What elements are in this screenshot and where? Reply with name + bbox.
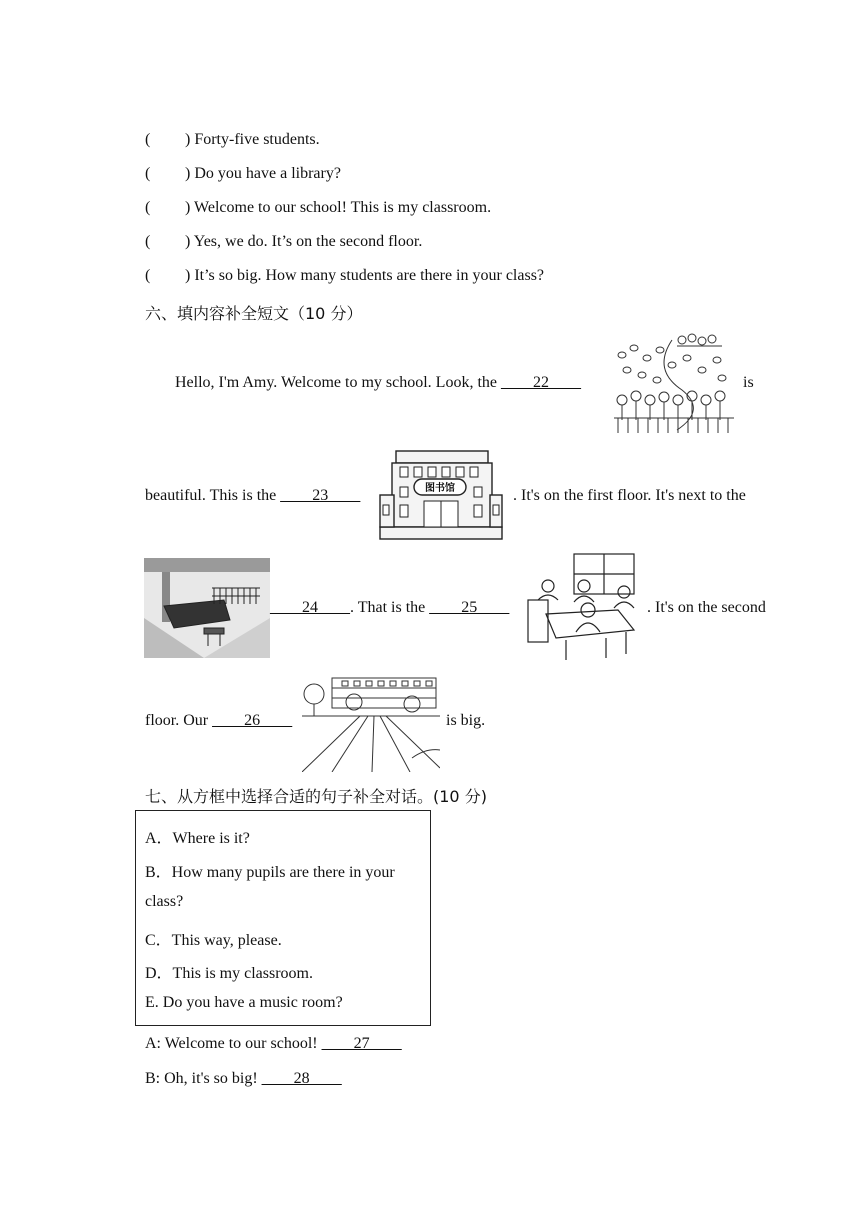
answer-bracket[interactable]: ( — [145, 131, 151, 148]
library-building-picture — [378, 449, 504, 541]
option-d: D．This is my classroom. — [145, 965, 313, 982]
matching-line: ( ) Do you have a library? — [145, 165, 341, 182]
blank-24[interactable]: ____24____ — [270, 599, 350, 616]
garden-picture — [612, 330, 736, 434]
answer-bracket[interactable]: ( — [145, 233, 151, 250]
passage-text: . It's on the second — [647, 599, 766, 616]
answer-bracket[interactable]: ( — [145, 165, 151, 182]
blank-22[interactable]: ____22____ — [501, 374, 581, 391]
passage-line-2: beautiful. This is the ____23____ — [145, 487, 361, 504]
blank-26[interactable]: ____26____ — [212, 712, 293, 729]
option-e: E. Do you have a music room? — [145, 994, 343, 1011]
dialog-line: B: Oh, it's so big! ____28____ — [145, 1070, 342, 1087]
matching-line: ( ) It’s so big. How many students are there in your class? — [145, 267, 545, 284]
blank-23[interactable]: ____23____ — [280, 487, 361, 504]
blank-27[interactable]: ____27____ — [321, 1035, 402, 1052]
playground-picture — [302, 672, 440, 772]
section-six-heading: 六、填内容补全短文（10 分） — [145, 304, 363, 323]
passage-text: . It's on the first floor. It's next to the — [513, 487, 746, 504]
passage-line-1: Hello, I'm Amy. Welcome to my school. Look, the ____22____ — [175, 374, 581, 391]
passage-text: is big. — [446, 712, 486, 729]
blank-28[interactable]: ____28____ — [261, 1070, 342, 1087]
passage-text: is — [743, 374, 754, 391]
option-c: C．This way, please. — [145, 932, 282, 949]
library-sign: 图书馆 — [425, 483, 455, 494]
answer-bracket[interactable]: ( — [145, 199, 151, 216]
matching-line: ( ) Yes, we do. It’s on the second floor. — [145, 233, 423, 250]
option-b: B．How many pupils are there in your — [145, 864, 395, 881]
section-seven-heading: 七、从方框中选择合适的句子补全对话。(10 分) — [145, 787, 487, 806]
passage-line-4: floor. Our ____26____ — [145, 712, 293, 729]
teachers-office-picture — [526, 552, 642, 662]
passage-line-3: ____24____. That is the ____25____ — [270, 599, 510, 616]
dialog-line: A: Welcome to our school! ____27____ — [145, 1035, 402, 1052]
option-a: A．Where is it? — [145, 830, 250, 847]
matching-line: ( ) Forty-five students. — [145, 131, 320, 148]
answer-bracket[interactable]: ( — [145, 267, 151, 284]
option-b-continued: class? — [145, 893, 184, 910]
matching-line: ( ) Welcome to our school! This is my classroom. — [145, 199, 492, 216]
blank-25[interactable]: ____25____ — [429, 599, 510, 616]
music-room-picture — [144, 558, 270, 658]
